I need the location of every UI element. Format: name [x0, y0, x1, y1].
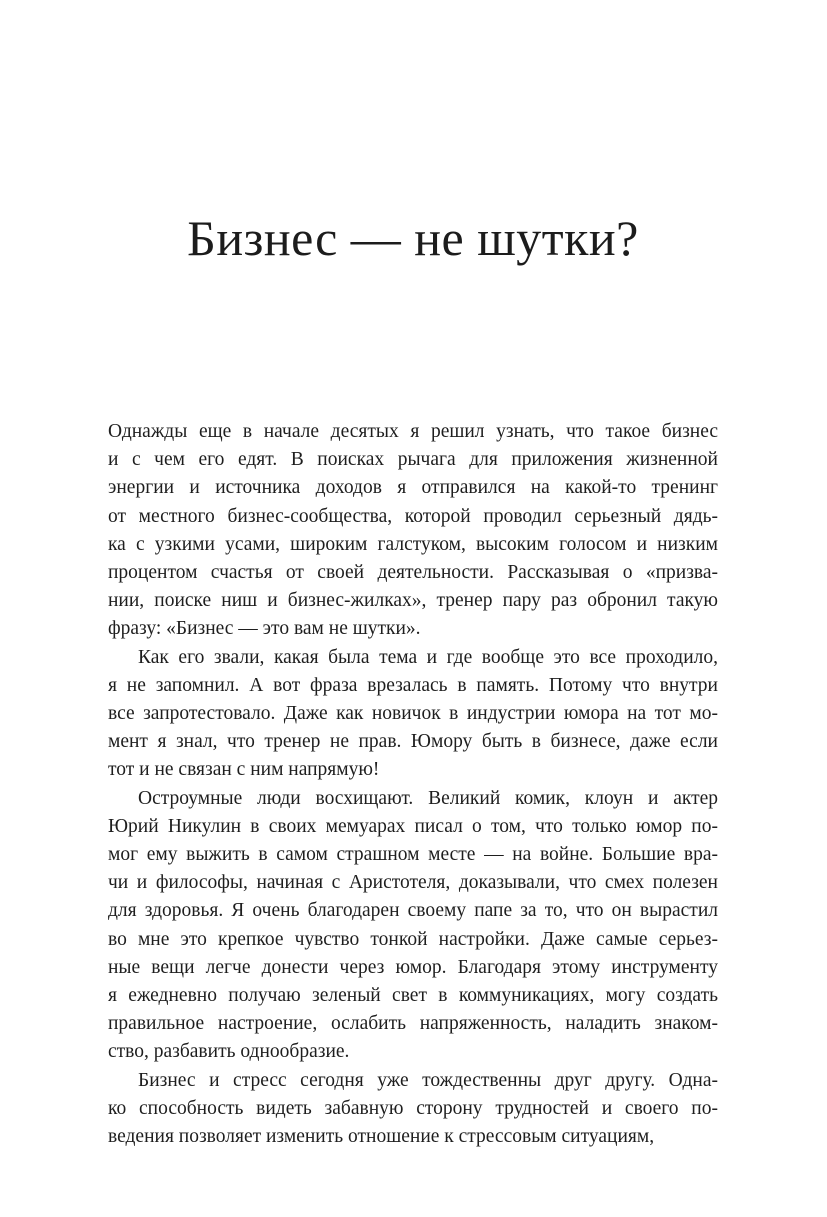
paragraph — [108, 1067, 718, 1152]
text-line: и с чем его едят. В поисках рычага для приложения жизненной — [108, 449, 718, 471]
body-text — [108, 418, 718, 1151]
text-line: ство, разбавить однообразие. — [108, 1041, 350, 1063]
text-line: энергии и источника доходов я отправился на какой-то тренинг — [108, 477, 718, 499]
text-line: я не запомнил. А вот фраза врезалась в память. Потому что внутри — [108, 674, 718, 696]
text-line: нии, поиске ниш и бизнес-жилках», тренер пару раз обронил такую — [108, 590, 718, 612]
text-line: я ежедневно получаю зеленый свет в коммуникациях, могу создать — [108, 985, 718, 1007]
text-line: Однажды еще в начале десятых я решил узнать, что такое бизнес — [108, 421, 718, 442]
text-line: от местного бизнес-сообщества, которой проводил серьезный дядь- — [108, 505, 718, 527]
text-line: Остроумные люди восхищают. Великий комик, клоун и актер — [138, 787, 718, 809]
chapter-title: Бизнес — не шутки? — [187, 210, 639, 266]
text-line: ка с узкими усами, широким галстуком, высоким голосом и низким — [108, 533, 718, 555]
paragraph — [108, 644, 718, 785]
text-line: мент я знал, что тренер не прав. Юмору быть в бизнесе, даже если — [108, 731, 718, 753]
text-line: ные вещи легче донести через юмор. Благодаря этому инструменту — [108, 956, 718, 978]
text-line: для здоровья. Я очень благодарен своему папе за то, что он вырастил — [108, 900, 718, 922]
text-line: Юрий Никулин в своих мемуарах писал о том, что только юмор по- — [108, 815, 718, 837]
text-line: фразу: «Бизнес — это вам не шутки». — [108, 618, 421, 640]
text-line: процентом счастья от своей деятельности. Рассказывая о «призва- — [108, 562, 718, 584]
paragraph — [108, 785, 718, 1067]
paragraph — [108, 418, 718, 644]
text-line: Как его звали, какая была тема и где вообще это все проходило, — [138, 646, 718, 668]
text-line: ко способность видеть забавную сторону трудностей и своего по- — [108, 1097, 718, 1119]
text-line: правильное настроение, ослабить напряженность, наладить знаком- — [108, 1013, 718, 1035]
text-line: Бизнес и стресс сегодня уже тождественны друг другу. Одна- — [138, 1069, 718, 1091]
text-line: во мне это крепкое чувство тонкой настройки. Даже самые серьез- — [108, 928, 718, 950]
text-line: все запротестовало. Даже как новичок в индустрии юмора на тот мо- — [108, 703, 718, 725]
text-line: ведения позволяет изменить отношение к стрессовым ситуациям, — [108, 1126, 655, 1148]
text-line: мог ему выжить в самом страшном месте — на войне. Большие вра- — [108, 844, 718, 866]
text-line: тот и не связан с ним напрямую! — [108, 759, 380, 781]
text-line: чи и философы, начиная с Аристотеля, доказывали, что смех полезен — [108, 872, 718, 894]
